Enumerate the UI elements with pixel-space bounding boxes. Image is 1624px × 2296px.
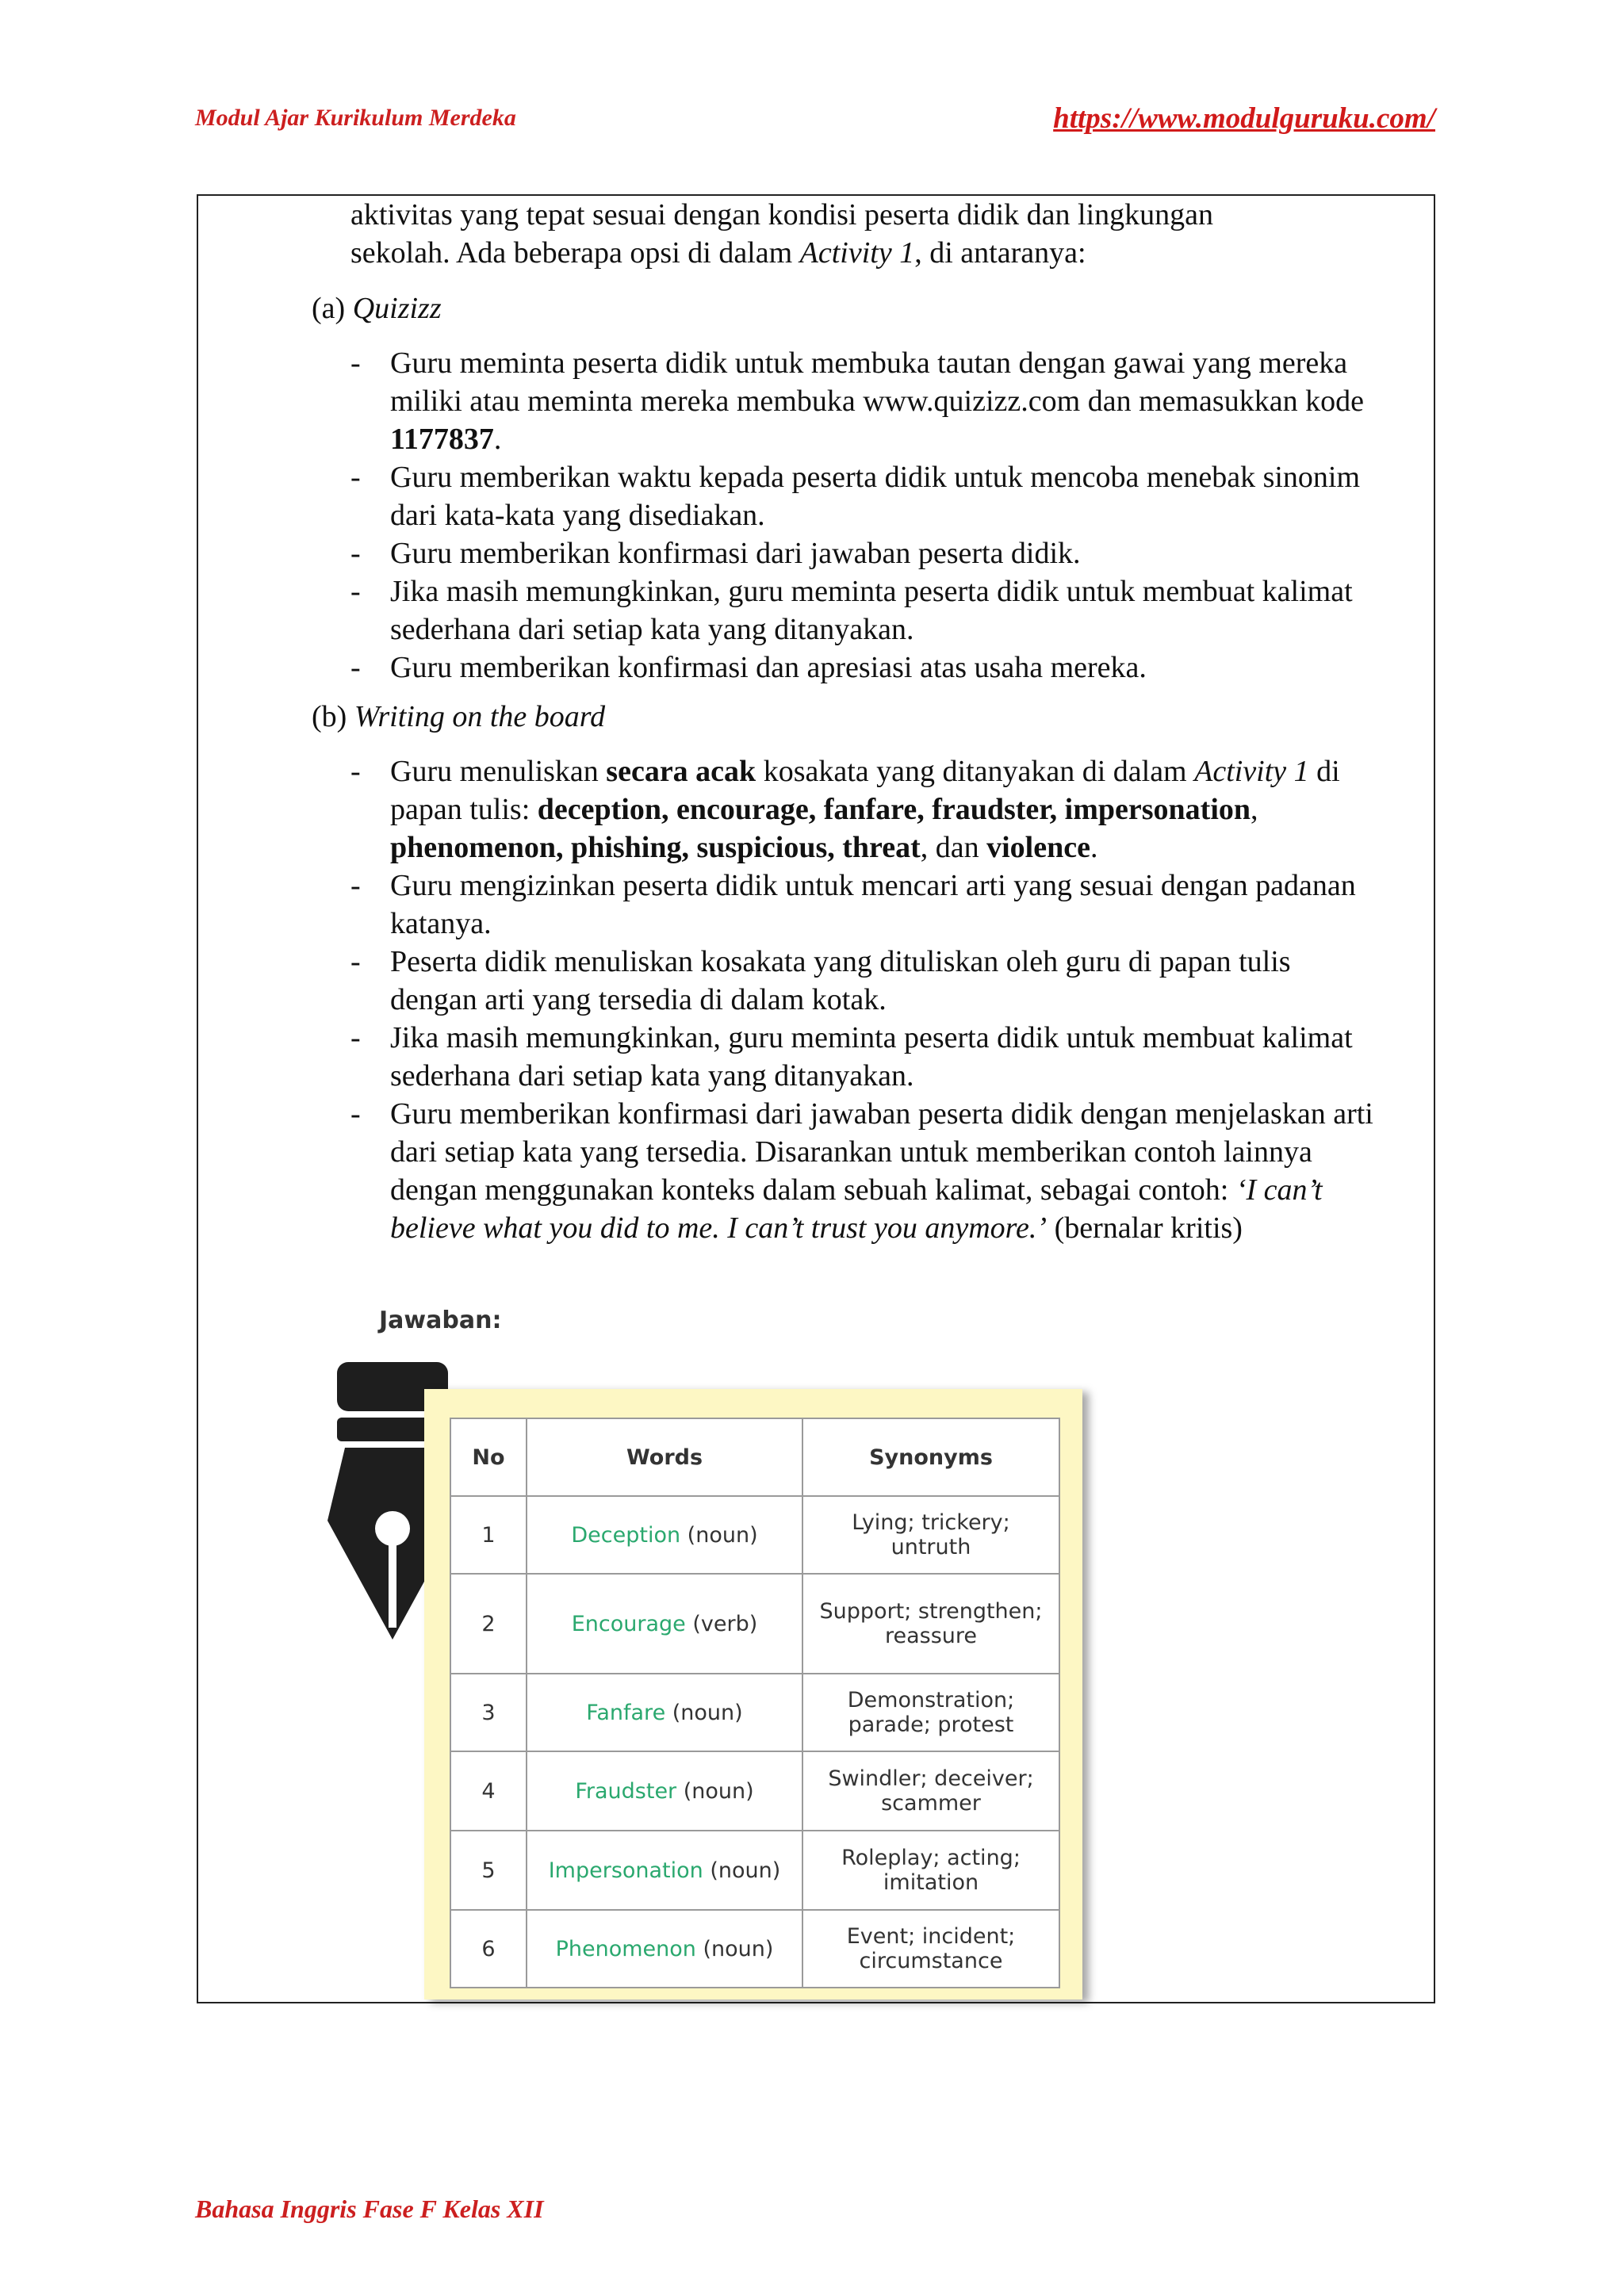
intro-line-2: sekolah. Ada beberapa opsi di dalam	[350, 236, 800, 270]
list-item: - Guru meminta peserta didik untuk membuka tautan dengan gawai yang mereka miliki atau meminta mereka membuka www.quizizz.com dan memasukkan kode 1177837.	[350, 346, 1364, 456]
answer-card	[424, 1389, 1082, 1999]
header-module-title: Modul Ajar Kurikulum Merdeka	[195, 105, 516, 131]
table-row: 3 Fanfare (noun) Demonstration; parade; protest	[450, 1674, 1059, 1751]
header-website-link[interactable]: https://www.modulguruku.com/	[1053, 102, 1435, 135]
intro-activity-ref: Activity 1	[799, 236, 915, 270]
table-row: 5 Impersonation (noun) Roleplay; acting; imitation	[450, 1831, 1059, 1910]
list-item: - Guru mengizinkan peserta didik untuk mencari arti yang sesuai dengan padanan katanya.	[350, 869, 1356, 940]
footer-subject-title: Bahasa Inggris Fase F Kelas XII	[195, 2195, 544, 2223]
synonym-table	[450, 1418, 1060, 1988]
answer-label: Jawaban:	[379, 1307, 502, 1334]
column-header-words: Words	[527, 1418, 802, 1496]
list-item: - Jika masih memungkinkan, guru meminta peserta didik untuk membuat kalimat sederhana dari setiap kata yang ditanyakan.	[350, 1021, 1353, 1093]
column-header-no: No	[450, 1418, 527, 1496]
section-a-label: (a)	[312, 292, 353, 325]
table-header-row	[450, 1418, 1059, 1496]
quiz-code: 1177837	[390, 423, 494, 456]
list-item: - Guru memberikan waktu kepada peserta didik untuk mencoba menebak sinonim dari kata-kata yang disediakan.	[350, 461, 1361, 532]
list-item: - Guru menuliskan secara acak kosakata yang ditanyakan di dalam Activity 1 di papan tulis: deception, encourage, fanfare, fraudster, impersonation, phenomenon, phishing, suspicious, threat, dan violence.	[350, 755, 1340, 864]
list-item: - Guru memberikan konfirmasi dan apresiasi atas usaha mereka.	[350, 651, 1147, 684]
table-row: 2 Encourage (verb) Support; strengthen; reassure	[450, 1574, 1059, 1674]
table-row: 1 Deception (noun) Lying; trickery; untruth	[450, 1496, 1059, 1574]
intro-line-2-end: , di antaranya:	[914, 236, 1086, 270]
list-item: - Guru memberikan konfirmasi dari jawaban peserta didik dengan menjelaskan arti dari setiap kata yang tersedia. Disarankan untuk memberikan contoh lainnya dengan menggunakan konteks dalam sebuah kalimat, sebagai contoh: ‘I can’t believe what you did to me. I can’t trust you anymore.’ (bernalar kritis)	[350, 1097, 1373, 1245]
column-header-synonyms: Synonyms	[802, 1418, 1059, 1496]
section-a-title: Quizizz	[352, 292, 442, 325]
section-a-heading	[312, 289, 442, 327]
table-row: 4 Fraudster (noun) Swindler; deceiver; scammer	[450, 1751, 1059, 1831]
section-b-label: (b)	[312, 700, 354, 733]
list-item: - Jika masih memungkinkan, guru meminta peserta didik untuk membuat kalimat sederhana dari setiap kata yang ditanyakan.	[350, 575, 1353, 646]
list-item: - Guru memberikan konfirmasi dari jawaban peserta didik.	[350, 537, 1081, 570]
example-quote: ‘I can’t believe what you did to me. I can’t trust you anymore.’	[390, 1173, 1323, 1245]
section-a-list	[350, 344, 1381, 687]
intro-paragraph	[350, 196, 1302, 272]
list-item: - Peserta didik menuliskan kosakata yang dituliskan oleh guru di papan tulis dengan arti yang tersedia di dalam kotak.	[350, 945, 1291, 1016]
table-row: 6 Phenomenon (noun) Event; incident; circumstance	[450, 1910, 1059, 1988]
intro-line-1: aktivitas yang tepat sesuai dengan kondisi peserta didik dan lingkungan	[350, 198, 1214, 232]
section-b-list	[350, 752, 1381, 1247]
section-b-heading	[312, 698, 605, 736]
section-b-title: Writing on the board	[354, 700, 606, 733]
